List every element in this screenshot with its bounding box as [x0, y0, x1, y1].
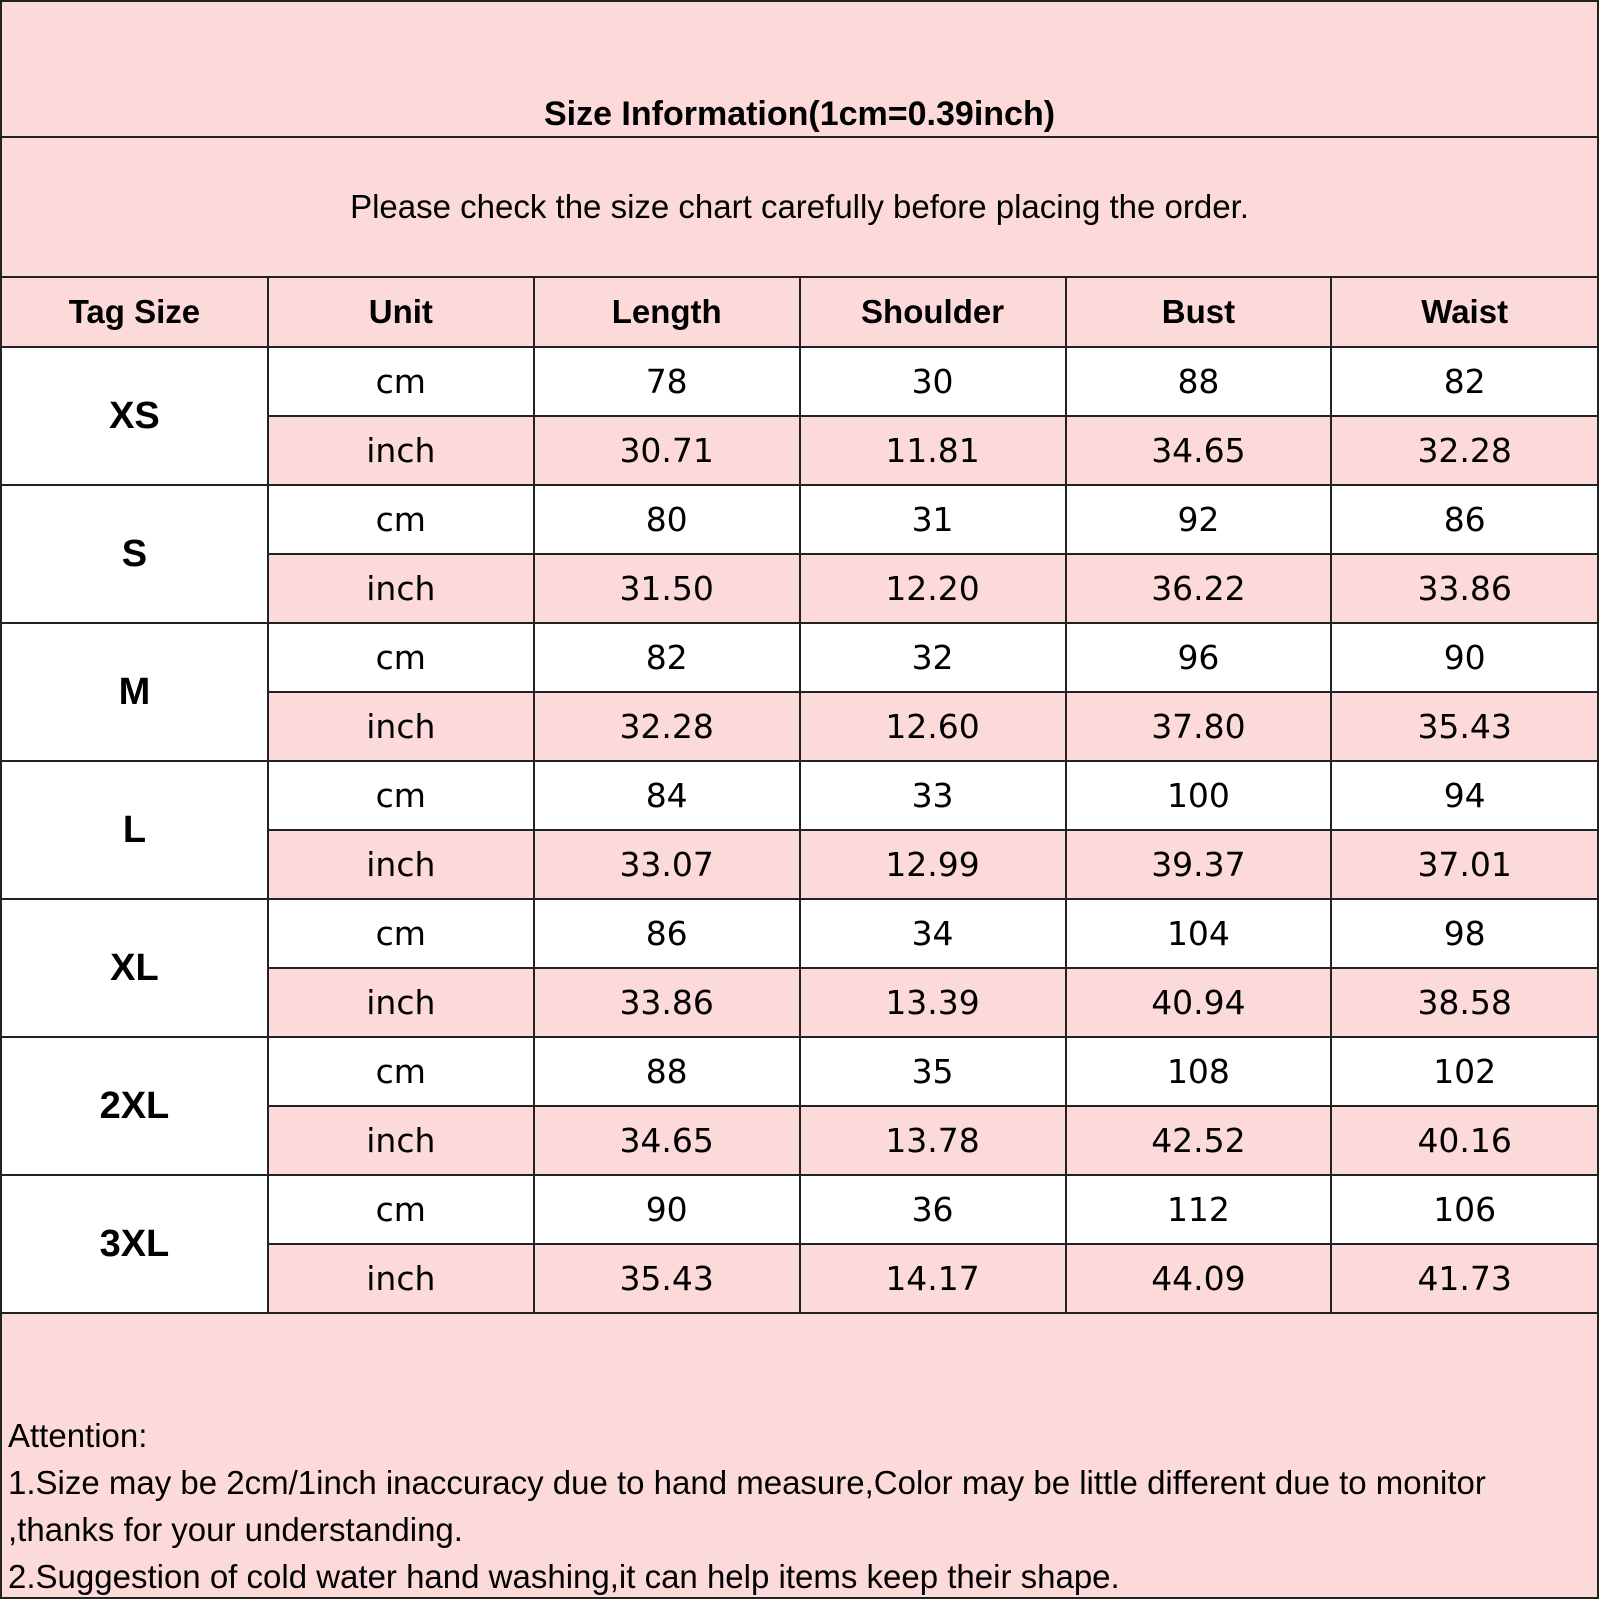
bust-cell: 40.94: [1066, 968, 1332, 1037]
bust-cell: 36.22: [1066, 554, 1332, 623]
unit-cell: inch: [268, 968, 534, 1037]
waist-cell: 32.28: [1331, 416, 1597, 485]
length-cell: 32.28: [534, 692, 800, 761]
waist-cell: 102: [1331, 1037, 1597, 1106]
unit-cell: inch: [268, 1244, 534, 1313]
notice-text: Please check the size chart carefully before placing the order.: [350, 188, 1249, 225]
bust-cell: 39.37: [1066, 830, 1332, 899]
bust-cell: 44.09: [1066, 1244, 1332, 1313]
tag-size-cell: L: [2, 761, 268, 899]
shoulder-cell: 34: [800, 899, 1066, 968]
notice-block: [2, 138, 1597, 278]
length-cell: 33.86: [534, 968, 800, 1037]
shoulder-cell: 12.60: [800, 692, 1066, 761]
attention-notes: [8, 1412, 1577, 1600]
bust-cell: 92: [1066, 485, 1332, 554]
header-length: Length: [534, 278, 800, 347]
unit-cell: inch: [268, 1106, 534, 1175]
bust-cell: 104: [1066, 899, 1332, 968]
unit-cell: cm: [268, 347, 534, 416]
table-row: [2, 899, 1597, 968]
header-shoulder: Shoulder: [800, 278, 1066, 347]
length-cell: 35.43: [534, 1244, 800, 1313]
tag-size-cell: XL: [2, 899, 268, 1037]
waist-cell: 86: [1331, 485, 1597, 554]
bust-cell: 108: [1066, 1037, 1332, 1106]
table-row: [2, 1037, 1597, 1106]
bust-cell: 34.65: [1066, 416, 1332, 485]
unit-cell: inch: [268, 692, 534, 761]
table-row: [2, 485, 1597, 554]
unit-cell: cm: [268, 1037, 534, 1106]
tag-size-cell: S: [2, 485, 268, 623]
unit-cell: cm: [268, 623, 534, 692]
tag-size-cell: M: [2, 623, 268, 761]
length-cell: 30.71: [534, 416, 800, 485]
attention-line-1: 1.Size may be 2cm/1inch inaccuracy due to hand measure,Color may be little different due to monitor ,thanks for your understanding.: [8, 1464, 1486, 1548]
waist-cell: 40.16: [1331, 1106, 1597, 1175]
table-row: [2, 1175, 1597, 1244]
unit-cell: cm: [268, 761, 534, 830]
header-waist: Waist: [1331, 278, 1597, 347]
shoulder-cell: 30: [800, 347, 1066, 416]
unit-cell: inch: [268, 554, 534, 623]
unit-cell: cm: [268, 1175, 534, 1244]
attention-heading: Attention:: [8, 1417, 148, 1454]
shoulder-cell: 13.78: [800, 1106, 1066, 1175]
length-cell: 90: [534, 1175, 800, 1244]
attention-line-2: 2.Suggestion of cold water hand washing,it can help items keep their shape.: [8, 1558, 1120, 1595]
shoulder-cell: 35: [800, 1037, 1066, 1106]
tag-size-cell: 3XL: [2, 1175, 268, 1313]
size-table: [2, 278, 1597, 1314]
length-cell: 86: [534, 899, 800, 968]
bust-cell: 37.80: [1066, 692, 1332, 761]
length-cell: 78: [534, 347, 800, 416]
unit-cell: inch: [268, 416, 534, 485]
length-cell: 82: [534, 623, 800, 692]
waist-cell: 98: [1331, 899, 1597, 968]
shoulder-cell: 14.17: [800, 1244, 1066, 1313]
length-cell: 31.50: [534, 554, 800, 623]
shoulder-cell: 11.81: [800, 416, 1066, 485]
shoulder-cell: 12.20: [800, 554, 1066, 623]
bust-cell: 96: [1066, 623, 1332, 692]
shoulder-cell: 12.99: [800, 830, 1066, 899]
bust-cell: 112: [1066, 1175, 1332, 1244]
size-table-body: [2, 347, 1597, 1313]
shoulder-cell: 33: [800, 761, 1066, 830]
bust-cell: 100: [1066, 761, 1332, 830]
table-row: [2, 347, 1597, 416]
table-row: [2, 761, 1597, 830]
length-cell: 34.65: [534, 1106, 800, 1175]
unit-cell: cm: [268, 485, 534, 554]
title-block: [2, 2, 1597, 138]
header-tag-size: Tag Size: [2, 278, 268, 347]
bust-cell: 42.52: [1066, 1106, 1332, 1175]
waist-cell: 38.58: [1331, 968, 1597, 1037]
page-title: Size Information(1cm=0.39inch): [543, 95, 1056, 133]
waist-cell: 35.43: [1331, 692, 1597, 761]
waist-cell: 90: [1331, 623, 1597, 692]
length-cell: 88: [534, 1037, 800, 1106]
shoulder-cell: 31: [800, 485, 1066, 554]
length-cell: 84: [534, 761, 800, 830]
unit-cell: cm: [268, 899, 534, 968]
waist-cell: 82: [1331, 347, 1597, 416]
shoulder-cell: 32: [800, 623, 1066, 692]
table-row: [2, 623, 1597, 692]
header-row: [2, 278, 1597, 347]
length-cell: 33.07: [534, 830, 800, 899]
header-bust: Bust: [1066, 278, 1332, 347]
tag-size-cell: 2XL: [2, 1037, 268, 1175]
shoulder-cell: 13.39: [800, 968, 1066, 1037]
shoulder-cell: 36: [800, 1175, 1066, 1244]
waist-cell: 33.86: [1331, 554, 1597, 623]
length-cell: 80: [534, 485, 800, 554]
waist-cell: 106: [1331, 1175, 1597, 1244]
tag-size-cell: XS: [2, 347, 268, 485]
waist-cell: 94: [1331, 761, 1597, 830]
header-unit: Unit: [268, 278, 534, 347]
unit-cell: inch: [268, 830, 534, 899]
waist-cell: 37.01: [1331, 830, 1597, 899]
bust-cell: 88: [1066, 347, 1332, 416]
waist-cell: 41.73: [1331, 1244, 1597, 1313]
